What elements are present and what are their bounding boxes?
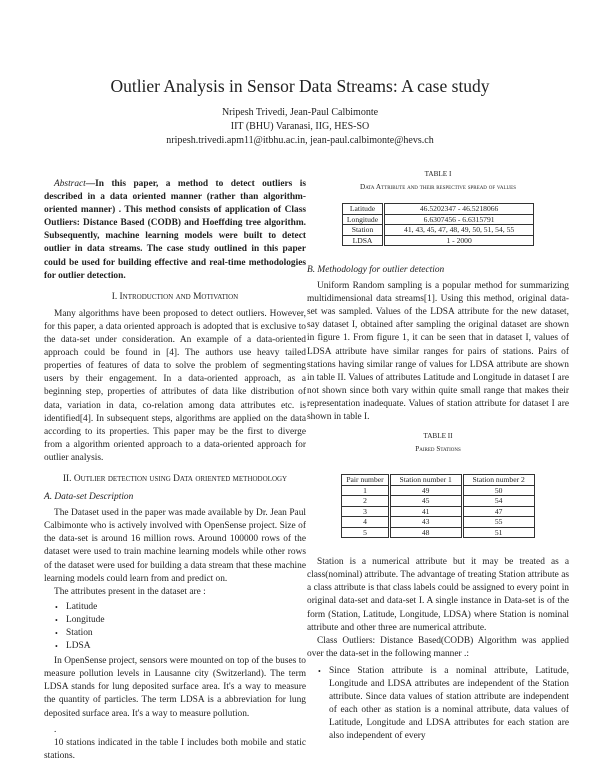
table-cell: 54 [462,496,534,507]
table-cell: Latitude [342,204,383,215]
table-2-caption: Paired Stations [415,445,461,454]
table-cell: LDSA [342,235,383,246]
table-cell: 48 [389,527,462,538]
table-cell: 51 [462,527,534,538]
author-block [0,106,600,148]
codb-paragraph: Class Outliers: Distance Based(CODB) Algorithm was applied over the data-set in the following manner .: [307,635,569,659]
table-1 [342,203,534,246]
table-row [342,235,533,246]
table-2-label: TABLE II [423,432,453,441]
abstract-label: Abstract [54,179,86,189]
column-header: Pair number [342,475,389,486]
table-cell: 55 [462,517,534,528]
abstract [44,178,306,283]
table-cell: 1 [342,485,389,496]
table-1-label: TABLE I [424,170,452,178]
paper-title: Outlier Analysis in Sensor Data Streams: A case study [110,76,490,96]
table-row [342,214,533,225]
table-cell: 2 [342,496,389,507]
attribute-item: • Station [66,627,306,640]
codb-steps-list [307,665,569,744]
attribute-item: • LDSA [66,640,306,653]
table-cell: 5 [342,527,389,538]
table-cell: 1 - 2000 [384,235,534,246]
table-cell: 3 [342,506,389,517]
column-header: Station number 2 [462,475,534,486]
table-cell: 50 [462,485,534,496]
table-cell: 41, 43, 45, 47, 48, 49, 50, 51, 54, 55 [384,225,534,236]
author-affiliation: IIT (BHU) Varanasi, IIG, HES-SO [230,121,370,132]
table-row [342,485,534,496]
table-row [342,225,533,236]
stations-paragraph: 10 stations indicated in the table I includes both mobile and static stations. [44,737,306,761]
table-row [342,496,534,507]
table-cell: 41 [389,506,462,517]
author-emails: nripesh.trivedi.apm11@itbhu.ac.in, jean-paul.calbimonte@hevs.ch [166,135,434,146]
attribute-list [44,601,306,653]
table-header-row [342,475,534,486]
intro-paragraph: Many algorithms have been proposed to detect outliers. However, for this paper, a data oriented approach is adopted that is exclusive to the data-set under consideration. An example of a data-oriented approach could be found in [4]. The authors use heavy tailed properties of features of data to solve the problem of segmenting users by their engagement. In a data-oriented approach, as a beginning step, properties of attributes of data like distribution of data, variation in data, co-relation among data attributes etc. is identified[4]. In subsequent steps, algorithms are applied on the data according to its properties. This paper may be the first to diverge from a algorithm oriented approach to a data-oriented approach for outlier analysis. [44,308,306,463]
stray-dot: . [54,724,57,735]
table-row [342,527,534,538]
left-column [44,178,306,763]
section-2-heading: II. Outlier detection using Data oriented methodology [62,473,288,484]
table-row [342,517,534,528]
abstract-text: —In this paper, a method to detect outliers is described in a data oriented manner (rather than algorithm-oriented manner) . This method consists of application of Class Outliers: Distance Based (CODB) and Hoeffding tree algorithm. Subsequently, machine learning models were built to detect outlier in data streams. The case study outlined in this paper could be used for building effective and real-time methodologies for outlier detection. [44,179,306,281]
table-cell: Station [342,225,383,236]
table-2 [341,474,534,538]
table-cell: 43 [389,517,462,528]
table-1-caption: Data Attribute and their respective spread of values [360,183,516,191]
methodology-paragraph: Uniform Random sampling is a popular method for summarizing multidimensional data streams[1]. Using this method, original data-set was sampled. Values of the LDSA attribute for the new dataset, say dataset I, obtained after sampling the original dataset are shown in figure 1. From figure 1, it can be seen that in dataset I, values of LDSA attribute have similar ranges for pairs of stations. Pairs of stations having similar range of values for LDSA attribute are shown in table II. Values of attributes Latitude and Longitude in dataset I are not shown since both vary within quite small range that makes their representation inadequate. Values of station attribute for dataset I are shown in table I. [307,281,569,423]
right-column [307,168,569,745]
station-paragraph: Station is a numerical attribute but it may be treated as a class(nominal) attribute. The advantage of treating Station attribute as a class attribute is that class labels could be assigned to every point in original data-set and data-set I. A single instance in Data-set is of the form (Station, Latitude, Longitude, LDSA) where Station is nominal attribute and other three are numerical attribute. [307,557,569,633]
attribute-item: • Latitude [66,601,306,614]
column-header: Station number 1 [389,475,462,486]
table-cell: Longitude [342,214,383,225]
table-cell: 6.6307456 - 6.6315791 [384,214,534,225]
dataset-paragraph: The Dataset used in the paper was made available by Dr. Jean Paul Calbimonte who is actively involved with OpenSense project. Size of the data-set is around 16 million rows. Around 100000 rows of the dataset were used to train machine learning models while other rows of the dataset were used for building a data stream that these machine learning models could learn from and predict on. [44,508,306,584]
attribute-item: • Longitude [66,614,306,627]
table-cell: 45 [389,496,462,507]
section-1-heading: I. Introduction and Motivation [111,291,239,302]
subsection-b-heading: B. Methodology for outlier detection [307,265,445,275]
author-names: Nripesh Trivedi, Jean-Paul Calbimonte [221,107,379,118]
table-cell: 47 [462,506,534,517]
table-cell: 46.5202347 - 46.5218066 [384,204,534,215]
opensense-paragraph: In OpenSense project, sensors were mounted on top of the buses to measure pollution levels in Lausanne city (Switzerland). The term LDSA stands for lung deposited surface area. It's a way to measure the quantity of particles. The term LDSA is a abbreviation for lung deposited surface area. It's a way to measure pollution. [44,656,306,719]
table-row [342,506,534,517]
table-cell: 49 [389,485,462,496]
table-cell: 4 [342,517,389,528]
attributes-intro: The attributes present in the dataset are : [54,586,206,597]
subsection-a-heading: A. Data-set Description [44,492,134,503]
codb-step: • Since Station attribute is a nominal attribute, Latitude, Longitude and LDSA attributes are independent of the Station attribute. Since data values of station attribute are independent of each other as station is a nominal attribute, data values of Latitude, Longitude and LDSA attributes for each station are also independent of every [329,665,569,744]
table-row [342,204,533,215]
